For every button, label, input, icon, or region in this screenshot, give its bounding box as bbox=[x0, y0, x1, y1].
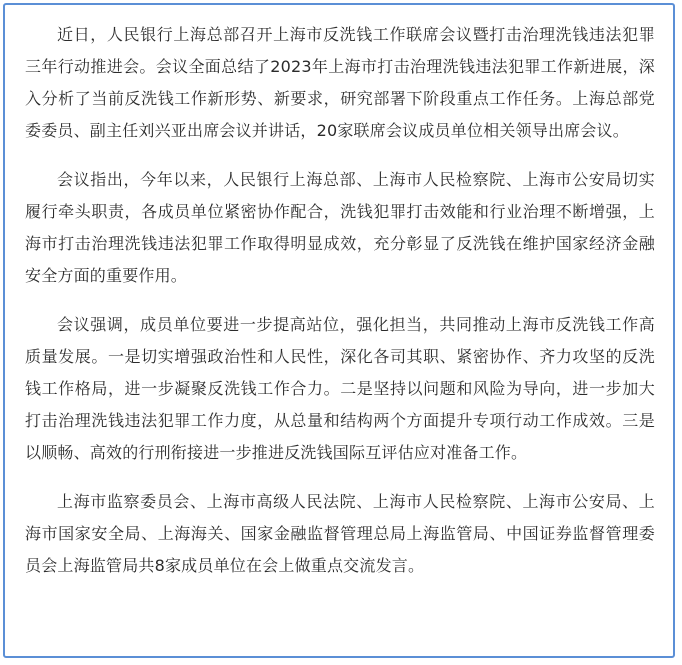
paragraph-4: 上海市监察委员会、上海市高级人民法院、上海市人民检察院、上海市公安局、上海市国家安全局、上海海关、国家金融监督管理总局上海监管局、中国证券监督管理委员会上海监管局共8家成员单位在会上做重点交流发言。 bbox=[25, 492, 655, 575]
paragraph-2: 会议指出，今年以来，人民银行上海总部、上海市人民检察院、上海市公安局切实履行牵头职责，各成员单位紧密协作配合，洗钱犯罪打击效能和行业治理不断增强，上海市打击治理洗钱违法犯罪工作取得明显成效，充分彰显了反洗钱在维护国家经济金融安全方面的重要作用。 bbox=[25, 170, 655, 285]
article-frame bbox=[3, 3, 675, 658]
paragraph-1: 近日，人民银行上海总部召开上海市反洗钱工作联席会议暨打击治理洗钱违法犯罪三年行动推进会。会议全面总结了2023年上海市打击治理洗钱违法犯罪工作新进展，深入分析了当前反洗钱工作新形势、新要求，研究部署下阶段重点工作任务。上海总部党委委员、副主任刘兴亚出席会议并讲话，20家联席会议成员单位相关领导出席会议。 bbox=[25, 25, 655, 140]
paragraph-3: 会议强调，成员单位要进一步提高站位，强化担当，共同推动上海市反洗钱工作高质量发展。一是切实增强政治性和人民性，深化各司其职、紧密协作、齐力攻坚的反洗钱工作格局，进一步凝聚反洗钱工作合力。二是坚持以问题和风险为导向，进一步加大打击治理洗钱违法犯罪工作力度，从总量和结构两个方面提升专项行动工作成效。三是以顺畅、高效的行刑衔接进一步推进反洗钱国际互评估应对准备工作。 bbox=[25, 315, 655, 462]
